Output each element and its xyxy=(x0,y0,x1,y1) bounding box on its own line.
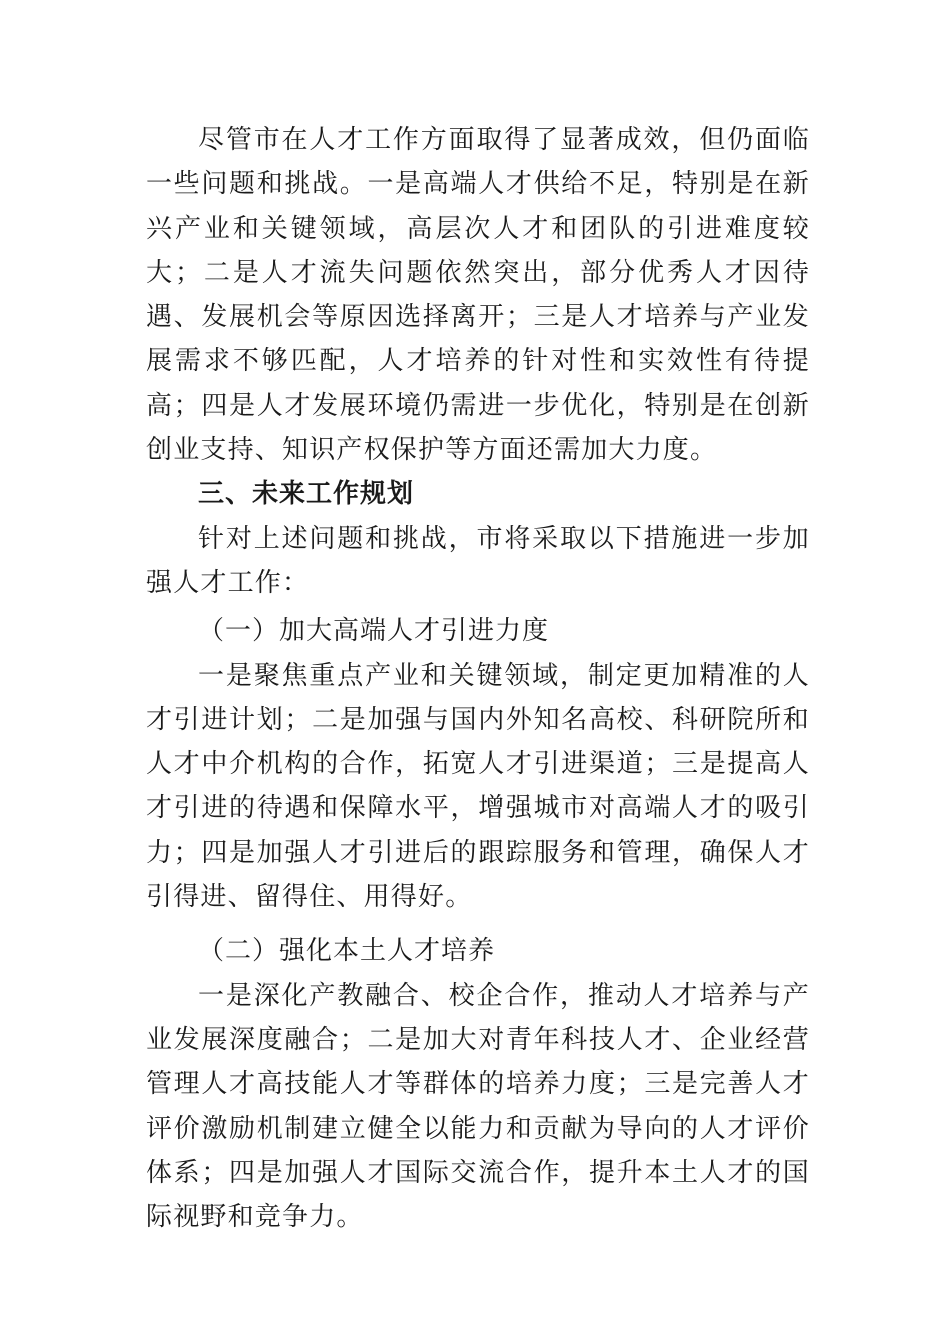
paragraph-challenges: 尽管市在人才工作方面取得了显著成效，但仍面临一些问题和挑战。一是高端人才供给不足，特别是在新兴产业和关键领域，高层次人才和团队的引进难度较大；二是人才流失问题依然突出，部分优秀人才因待遇、发展机会等原因选择离开；三是人才培养与产业发展需求不够匹配，人才培养的针对性和实效性有待提高；四是人才发展环境仍需进一步优化，特别是在创新创业支持、知识产权保护等方面还需加大力度。 xyxy=(146,125,810,466)
subsection-heading-local-talent: （二）强化本土人才培养 xyxy=(198,936,496,967)
document-body xyxy=(146,118,810,1239)
paragraph-intro: 针对上述问题和挑战，市将采取以下措施进一步加强人才工作： xyxy=(146,523,810,598)
paragraph-local-talent: 一是深化产教融合、校企合作，推动人才培养与产业发展深度融合；二是加大对青年科技人才、企业经营管理人才高技能人才等群体的培养力度；三是完善人才评价激励机制建立健全以能力和贡献为导向的人才评价体系；四是加强人才国际交流合作，提升本土人才的国际视野和竞争力。 xyxy=(146,980,810,1233)
subsection-heading-talent-introduction: （一）加大高端人才引进力度 xyxy=(198,616,550,647)
paragraph-talent-introduction: 一是聚焦重点产业和关键领域，制定更加精准的人才引进计划；二是加强与国内外知名高校、科研院所和人才中介机构的合作，拓宽人才引进渠道；三是提高人才引进的待遇和保障水平，增强城市对高端人才的吸引力；四是加强人才引进后的跟踪服务和管理，确保人才引得进、留得住、用得好。 xyxy=(146,660,810,913)
section-heading-future-plan: 三、未来工作规划 xyxy=(198,479,415,510)
